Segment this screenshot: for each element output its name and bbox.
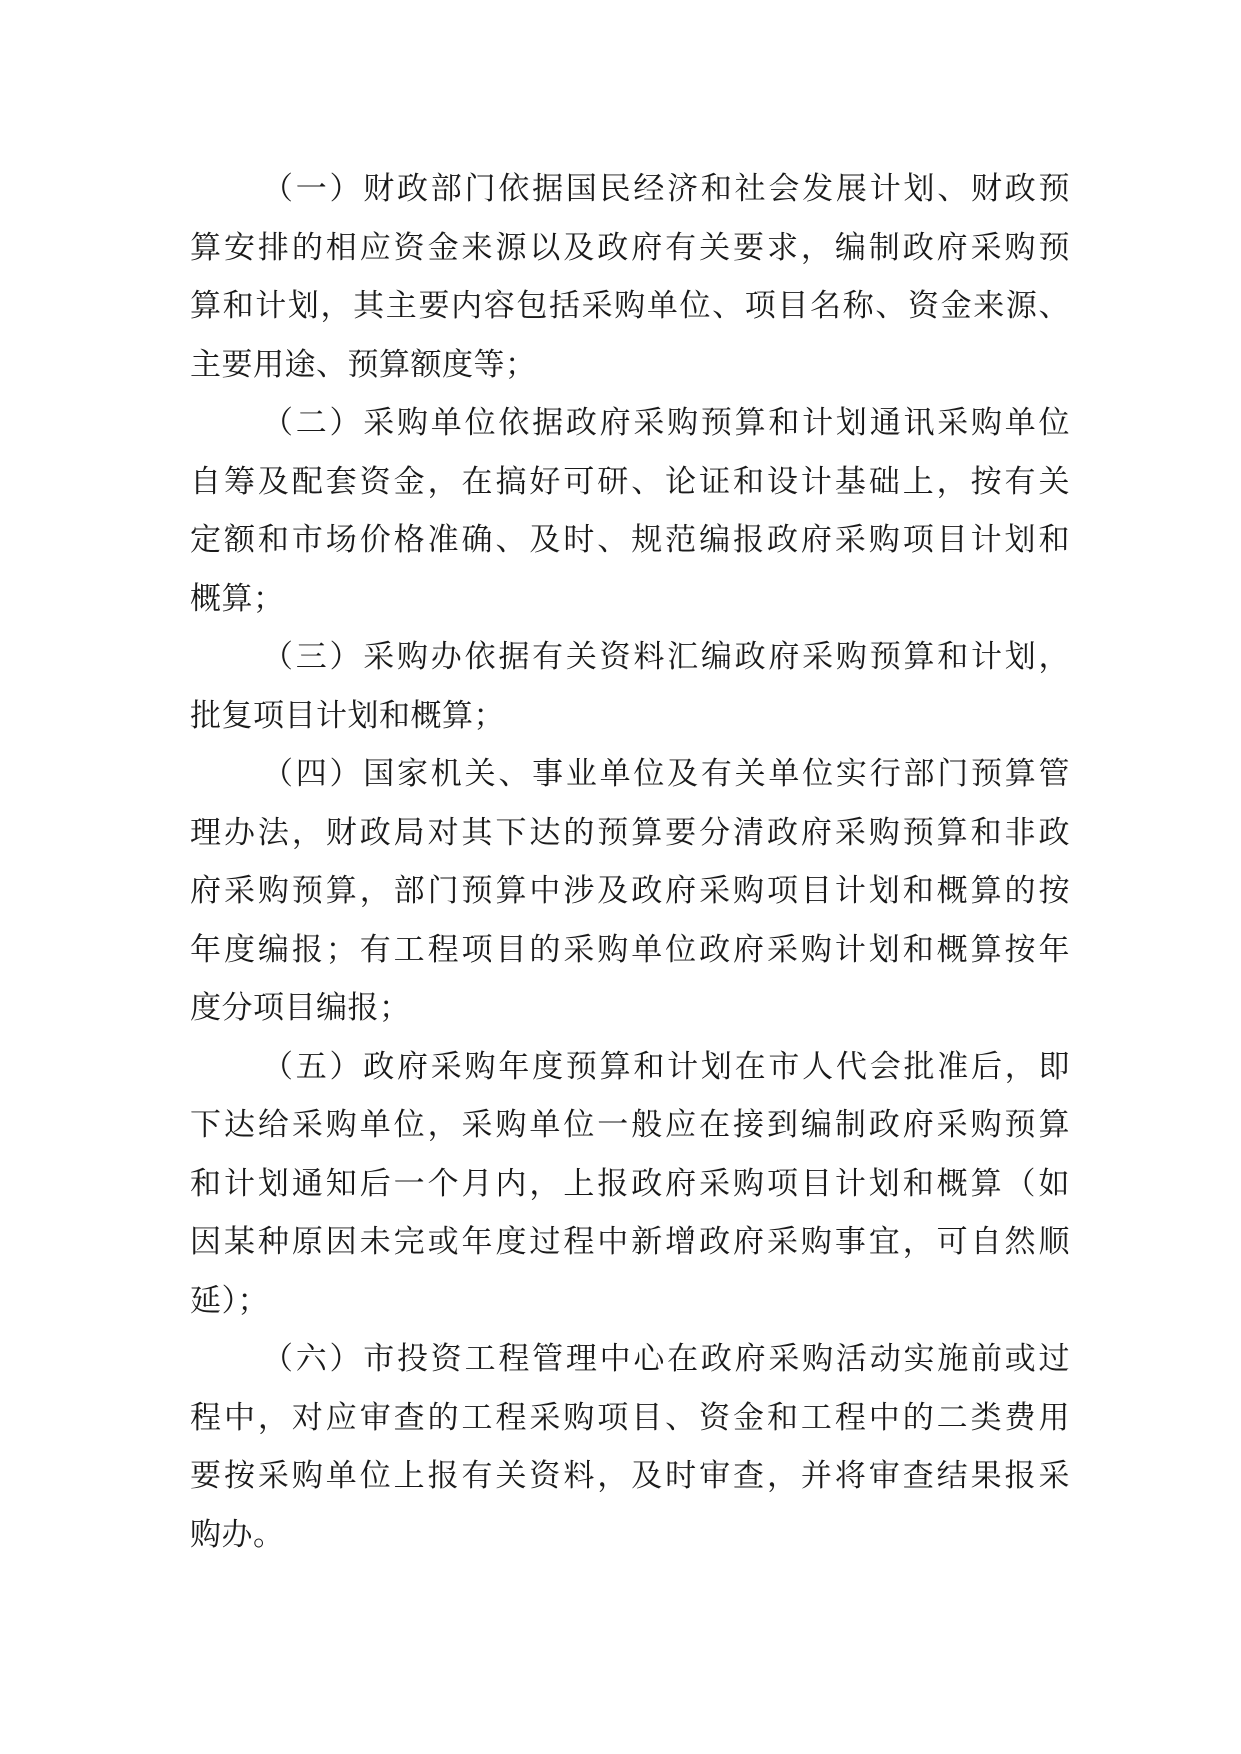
- paragraph-2-line-1: （二）采购单位依据政府采购预算和计划通讯采购单位: [262, 405, 1070, 441]
- paragraph-5-line-1: （五）政府采购年度预算和计划在市人代会批准后，即: [262, 1048, 1070, 1085]
- document-body: [190, 160, 1070, 1564]
- paragraph-4-line-2: 理办法，财政局对其下达的预算要分清政府采购预算和非政: [190, 814, 1070, 851]
- paragraph-4-line-1: （四）国家机关、事业单位及有关单位实行部门预算管: [262, 756, 1070, 792]
- paragraph-2-line-4: 概算；: [190, 580, 285, 617]
- paragraph-3-line-1: （三）采购办依据有关资料汇编政府采购预算和计划，: [262, 639, 1070, 675]
- paragraph-1-line-4: 主要用途、预算额度等；: [190, 346, 537, 383]
- paragraph-1-line-1: （一）财政部门依据国民经济和社会发展计划、财政预: [262, 171, 1070, 207]
- paragraph-1-line-2: 算安排的相应资金来源以及政府有关要求，编制政府采购预: [190, 229, 1070, 266]
- paragraph-5-line-2: 下达给采购单位，采购单位一般应在接到编制政府采购预算: [190, 1107, 1070, 1143]
- paragraph-6-line-4: 购办。: [190, 1516, 285, 1553]
- paragraph-4-line-5: 度分项目编报；: [190, 990, 411, 1026]
- paragraph-2-line-3: 定额和市场价格准确、及时、规范编报政府采购项目计划和: [190, 522, 1070, 558]
- paragraph-6-line-1: （六）市投资工程管理中心在政府采购活动实施前或过: [262, 1341, 1070, 1377]
- paragraph-2-line-2: 自筹及配套资金，在搞好可研、论证和设计基础上，按有关: [190, 463, 1070, 500]
- paragraph-6-line-3: 要按采购单位上报有关资料，及时审查，并将审查结果报采: [190, 1458, 1070, 1494]
- paragraph-4-line-3: 府采购预算，部门预算中涉及政府采购项目计划和概算的按: [190, 873, 1070, 909]
- paragraph-5-line-5: 延）；: [190, 1282, 269, 1319]
- paragraph-1-line-3: 算和计划，其主要内容包括采购单位、项目名称、资金来源、: [190, 288, 1070, 324]
- paragraph-6-line-2: 程中，对应审查的工程采购项目、资金和工程中的二类费用: [190, 1399, 1070, 1436]
- paragraph-5-line-4: 因某种原因未完或年度过程中新增政府采购事宜，可自然顺: [190, 1224, 1070, 1260]
- paragraph-5-line-3: 和计划通知后一个月内，上报政府采购项目计划和概算（如: [190, 1165, 1070, 1202]
- paragraph-4-line-4: 年度编报；有工程项目的采购单位政府采购计划和概算按年: [190, 931, 1070, 968]
- paragraph-3-line-2: 批复项目计划和概算；: [190, 697, 505, 734]
